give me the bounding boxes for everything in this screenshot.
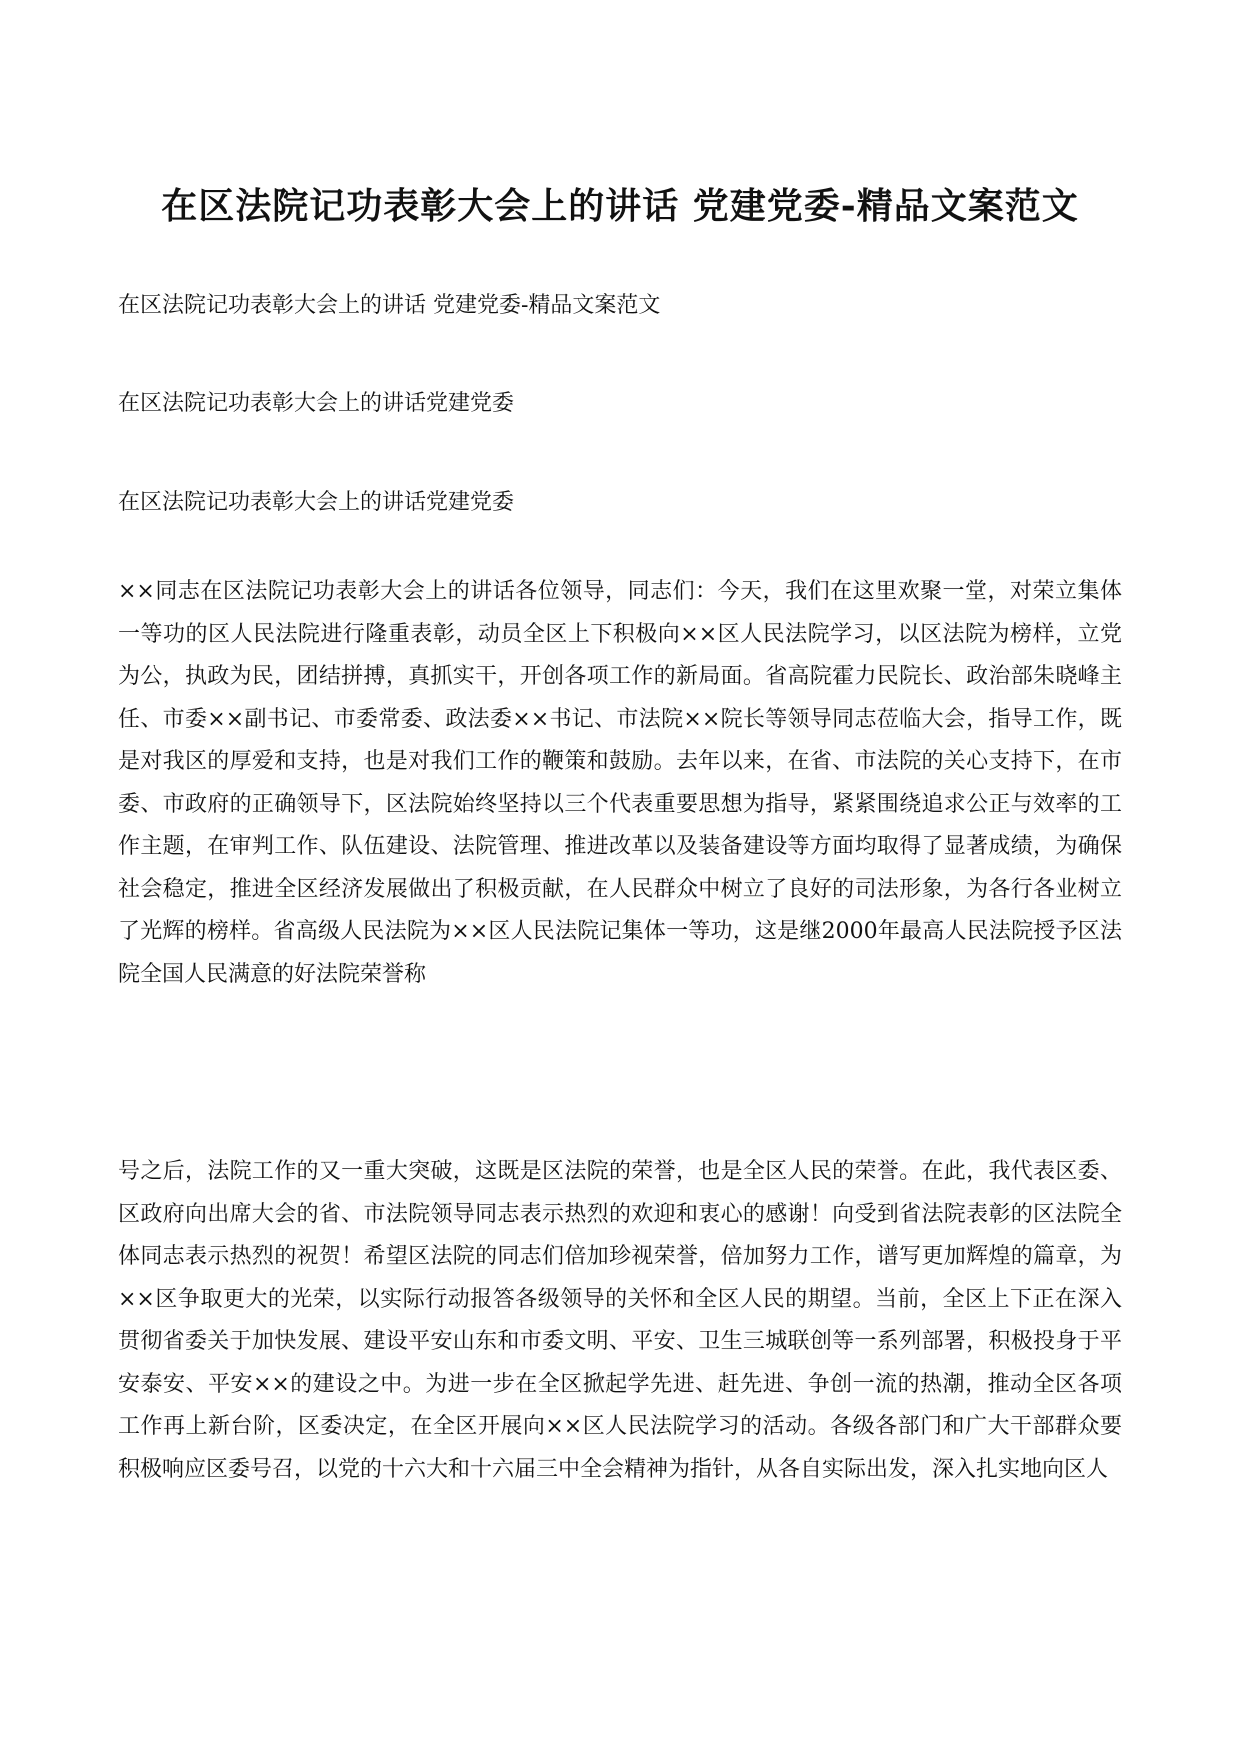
- document-title: 在区法院记功表彰大会上的讲话 党建党委-精品文案范文: [161, 185, 1079, 228]
- paragraph-4: ××同志在区法院记功表彰大会上的讲话各位领导，同志们：今天，我们在这里欢聚一堂，对荣立集体一等功的区人民法院进行隆重表彰，动员全区上下积极向××区人民法院学习，以区法院为榜样，立党为公，执政为民，团结拼搏，真抓实干，开创各项工作的新局面。省高院霍力民院长、政治部朱晓峰主任、市委××副书记、市委常委、政法委××书记、市法院××院长等领导同志莅临大会，指导工作，既是对我区的厚爱和支持，也是对我们工作的鞭策和鼓励。去年以来，在省、市法院的关心支持下，在市委、市政府的正确领导下，区法院始终坚持以三个代表重要思想为指导，紧紧围绕追求公正与效率的工作主题，在审判工作、队伍建设、法院管理、推进改革以及装备建设等方面均取得了显著成绩，为确保社会稳定，推进全区经济发展做出了积极贡献，在人民群众中树立了良好的司法形象，为各行各业树立了光辉的榜样。省高级人民法院为××区人民法院记集体一等功，这是继2000年最高人民法院授予区法院全国人民满意的好法院荣誉称: [118, 579, 1122, 987]
- paragraph-1: 在区法院记功表彰大会上的讲话 党建党委-精品文案范文: [118, 293, 661, 318]
- paragraph-2: 在区法院记功表彰大会上的讲话党建党委: [118, 391, 515, 416]
- paragraph-5: 号之后，法院工作的又一重大突破，这既是区法院的荣誉，也是全区人民的荣誉。在此，我代表区委、区政府向出席大会的省、市法院领导同志表示热烈的欢迎和衷心的感谢！向受到省法院表彰的区法院全体同志表示热烈的祝贺！希望区法院的同志们倍加珍视荣誉，倍加努力工作，谱写更加辉煌的篇章，为××区争取更大的光荣，以实际行动报答各级领导的关怀和全区人民的期望。当前，全区上下正在深入贯彻省委关于加快发展、建设平安山东和市委文明、平安、卫生三城联创等一系列部署，积极投身于平安泰安、平安××的建设之中。为进一步在全区掀起学先进、赶先进、争创一流的热潮，推动全区各项工作再上新台阶，区委决定，在全区开展向××区人民法院学习的活动。各级各部门和广大干部群众要积极响应区委号召，以党的十六大和十六届三中全会精神为指针，从各自实际出发，深入扎实地向区人: [118, 1159, 1122, 1482]
- paragraph-3: 在区法院记功表彰大会上的讲话党建党委: [118, 490, 515, 515]
